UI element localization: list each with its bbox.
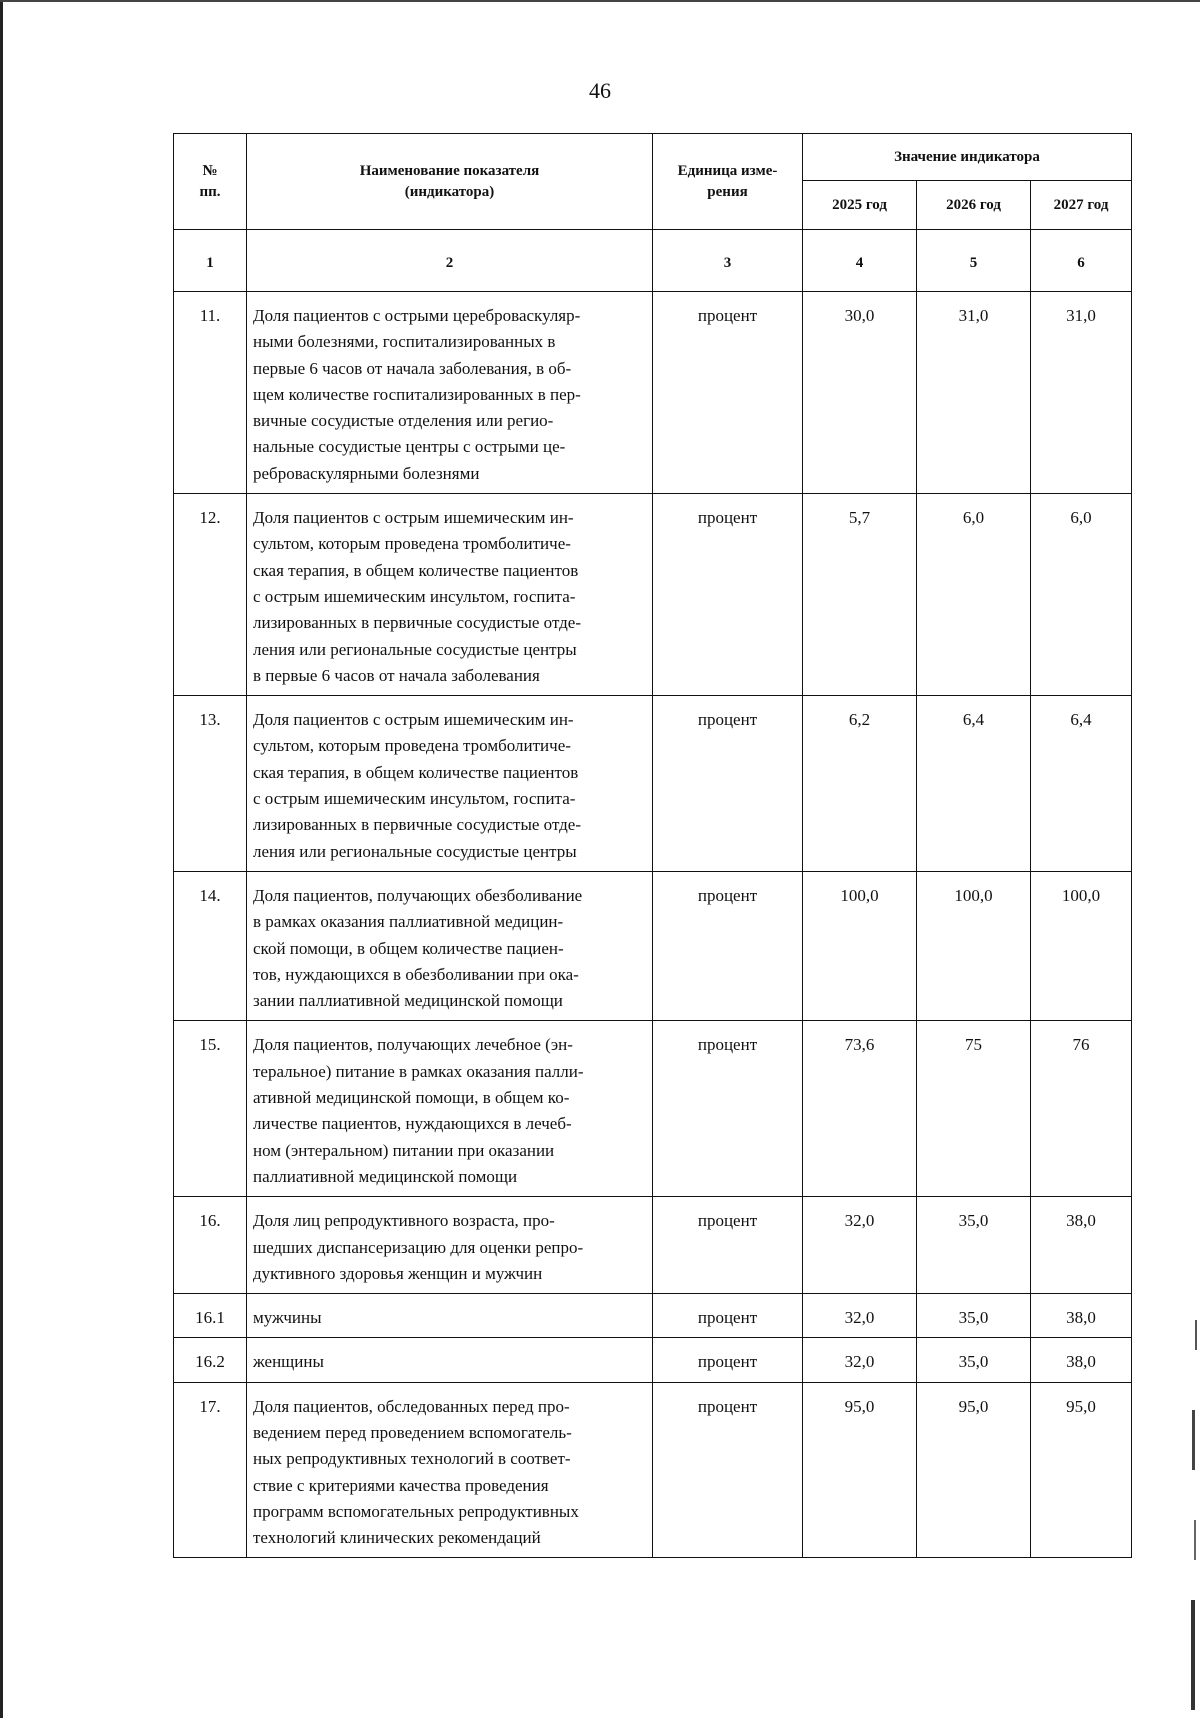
header-unit-line1: Единица изме- — [677, 162, 778, 179]
indicator-name — [247, 494, 653, 696]
indicator-name-line: с острым ишемическим инсультом, госпита- — [253, 789, 576, 809]
indicator-name-line: дуктивного здоровья женщин и мужчин — [253, 1263, 543, 1283]
value-2027: 95,0 — [1031, 1382, 1132, 1558]
indicator-name-line: теральное) питание в рамках оказания палли- — [253, 1061, 584, 1081]
table-row — [174, 696, 1132, 872]
value-2027: 76 — [1031, 1021, 1132, 1197]
value-2027: 31,0 — [1031, 292, 1132, 494]
indicator-name-line: ская терапия, в общем количестве пациентов — [253, 762, 579, 782]
column-number: 5 — [917, 230, 1031, 292]
unit-of-measure: процент — [653, 696, 803, 872]
value-2027: 38,0 — [1031, 1197, 1132, 1294]
indicator-name — [247, 1338, 653, 1382]
indicator-name-line: Доля лиц репродуктивного возраста, про- — [253, 1211, 555, 1231]
table-row — [174, 1338, 1132, 1382]
unit-of-measure: процент — [653, 1338, 803, 1382]
header-unit — [653, 134, 803, 230]
indicator-name-line: ативной медицинской помощи, в общем ко- — [253, 1088, 570, 1108]
indicator-name-line: нальные сосудистые центры с острыми це- — [253, 437, 566, 457]
indicator-name-line: технологий клинических рекомендаций — [253, 1528, 541, 1548]
value-2027: 100,0 — [1031, 871, 1132, 1020]
header-indicator-value: Значение индикатора — [803, 134, 1132, 181]
table-row — [174, 1294, 1132, 1338]
indicator-name-line: с острым ишемическим инсультом, госпита- — [253, 586, 576, 606]
indicator-name-line: тов, нуждающихся в обезболивании при ока- — [253, 964, 579, 984]
indicator-name-line: паллиативной медицинской помощи — [253, 1166, 518, 1186]
column-number: 6 — [1031, 230, 1132, 292]
header-year-2025: 2025 год — [803, 181, 917, 230]
header-unit-line2: рения — [707, 183, 748, 200]
indicator-name — [247, 1021, 653, 1197]
row-number: 16. — [174, 1197, 247, 1294]
header-year-2026: 2026 год — [917, 181, 1031, 230]
row-number: 14. — [174, 871, 247, 1020]
indicator-name-line: первые 6 часов от начала заболевания, в об- — [253, 358, 572, 378]
header-name-line1: Наименование показателя — [359, 162, 540, 179]
value-2027: 6,0 — [1031, 494, 1132, 696]
page-number: 46 — [589, 78, 611, 103]
value-2026: 31,0 — [917, 292, 1031, 494]
table-row — [174, 871, 1132, 1020]
value-2025: 30,0 — [803, 292, 917, 494]
indicator-name-line: ведением перед проведением вспомогатель- — [253, 1422, 572, 1442]
indicator-name-line: лизированных в первичные сосудистые отде- — [253, 613, 582, 633]
indicator-name-line: программ вспомогательных репродуктивных — [253, 1501, 579, 1521]
table-row — [174, 1021, 1132, 1197]
value-2026: 100,0 — [917, 871, 1031, 1020]
value-2025: 5,7 — [803, 494, 917, 696]
column-number: 1 — [174, 230, 247, 292]
row-number: 16.2 — [174, 1338, 247, 1382]
column-number: 4 — [803, 230, 917, 292]
indicator-name-line: сультом, которым проведена тромболитиче- — [253, 736, 571, 756]
indicator-name-line: Доля пациентов, получающих обезболивание — [253, 885, 583, 905]
header-year-2027: 2027 год — [1031, 181, 1132, 230]
indicator-name — [247, 696, 653, 872]
indicator-name-line: шедших диспансеризацию для оценки репро- — [253, 1237, 584, 1257]
indicator-name-line: ствие с критериями качества проведения — [253, 1475, 549, 1495]
table-header-row — [174, 134, 1132, 181]
indicator-name-line: ской помощи, в общем количестве пациен- — [253, 938, 564, 958]
value-2025: 6,2 — [803, 696, 917, 872]
unit-of-measure: процент — [653, 494, 803, 696]
row-number: 12. — [174, 494, 247, 696]
header-number-line1: № — [202, 162, 218, 179]
indicator-name — [247, 1382, 653, 1558]
indicator-name-line: лизированных в первичные сосудистые отде- — [253, 815, 582, 835]
indicator-name-line: Доля пациентов, получающих лечебное (эн- — [253, 1035, 573, 1055]
unit-of-measure: процент — [653, 1197, 803, 1294]
table-row — [174, 1197, 1132, 1294]
indicator-name-line: в первые 6 часов от начала заболевания — [253, 665, 540, 685]
row-number: 17. — [174, 1382, 247, 1558]
indicator-name-line: Доля пациентов с острыми цереброваскуляр- — [253, 306, 581, 325]
table-row — [174, 292, 1132, 494]
indicator-name-line: реброваскулярными болезнями — [253, 463, 480, 483]
value-2026: 75 — [917, 1021, 1031, 1197]
value-2027: 38,0 — [1031, 1338, 1132, 1382]
table-row — [174, 494, 1132, 696]
indicator-name-line: ном (энтеральном) питании при оказании — [253, 1140, 555, 1160]
unit-of-measure: процент — [653, 1294, 803, 1338]
value-2027: 6,4 — [1031, 696, 1132, 872]
indicator-name — [247, 1294, 653, 1338]
indicator-name-line: сультом, которым проведена тромболитиче- — [253, 534, 571, 554]
scan-noise-right-edge — [1186, 1300, 1200, 1720]
indicator-name-line: щем количестве госпитализированных в пер- — [253, 384, 581, 404]
header-indicator-name — [247, 134, 653, 230]
indicator-name-line: женщины — [253, 1352, 324, 1372]
value-2025: 32,0 — [803, 1338, 917, 1382]
unit-of-measure: процент — [653, 871, 803, 1020]
scan-edge-top — [0, 0, 1200, 2]
indicator-name-line: ская терапия, в общем количестве пациентов — [253, 560, 579, 580]
header-number-line2: пп. — [199, 183, 221, 200]
value-2026: 35,0 — [917, 1338, 1031, 1382]
indicator-name-line: личестве пациентов, нуждающихся в лечеб- — [253, 1114, 572, 1134]
column-number: 3 — [653, 230, 803, 292]
row-number: 15. — [174, 1021, 247, 1197]
indicator-name — [247, 1197, 653, 1294]
value-2026: 35,0 — [917, 1294, 1031, 1338]
indicator-name-line: в рамках оказания паллиативной медицин- — [253, 912, 564, 932]
header-name-line2: (индикатора) — [404, 183, 495, 200]
indicator-name-line: вичные сосудистые отделения или регио- — [253, 411, 554, 431]
value-2025: 73,6 — [803, 1021, 917, 1197]
header-number — [174, 134, 247, 230]
unit-of-measure: процент — [653, 1021, 803, 1197]
value-2025: 100,0 — [803, 871, 917, 1020]
value-2026: 95,0 — [917, 1382, 1031, 1558]
indicator-name-line: мужчины — [253, 1308, 322, 1328]
column-number: 2 — [247, 230, 653, 292]
column-numbers-row — [174, 230, 1132, 292]
value-2026: 6,0 — [917, 494, 1031, 696]
value-2026: 6,4 — [917, 696, 1031, 872]
indicator-name-line: Доля пациентов, обследованных перед про- — [253, 1396, 570, 1416]
row-number: 16.1 — [174, 1294, 247, 1338]
indicator-name-line: ными болезнями, госпитализированных в — [253, 332, 556, 352]
unit-of-measure: процент — [653, 292, 803, 494]
indicator-table — [173, 133, 1132, 1558]
indicator-name-line: Доля пациентов с острым ишемическим ин- — [253, 508, 574, 528]
unit-of-measure: процент — [653, 1382, 803, 1558]
indicator-name-line: ления или региональные сосудистые центры — [253, 841, 577, 861]
value-2025: 95,0 — [803, 1382, 917, 1558]
row-number: 13. — [174, 696, 247, 872]
row-number: 11. — [174, 292, 247, 494]
value-2025: 32,0 — [803, 1294, 917, 1338]
table-row — [174, 1382, 1132, 1558]
value-2026: 35,0 — [917, 1197, 1031, 1294]
indicator-name-line: Доля пациентов с острым ишемическим ин- — [253, 710, 574, 730]
value-2025: 32,0 — [803, 1197, 917, 1294]
value-2027: 38,0 — [1031, 1294, 1132, 1338]
indicator-name-line: ления или региональные сосудистые центры — [253, 639, 577, 659]
indicator-name — [247, 292, 653, 494]
indicator-name-line: ных репродуктивных технологий в соответ- — [253, 1449, 571, 1469]
indicator-name — [247, 871, 653, 1020]
scan-edge-left — [0, 0, 3, 1718]
indicator-name-line: зании паллиативной медицинской помощи — [253, 991, 563, 1011]
